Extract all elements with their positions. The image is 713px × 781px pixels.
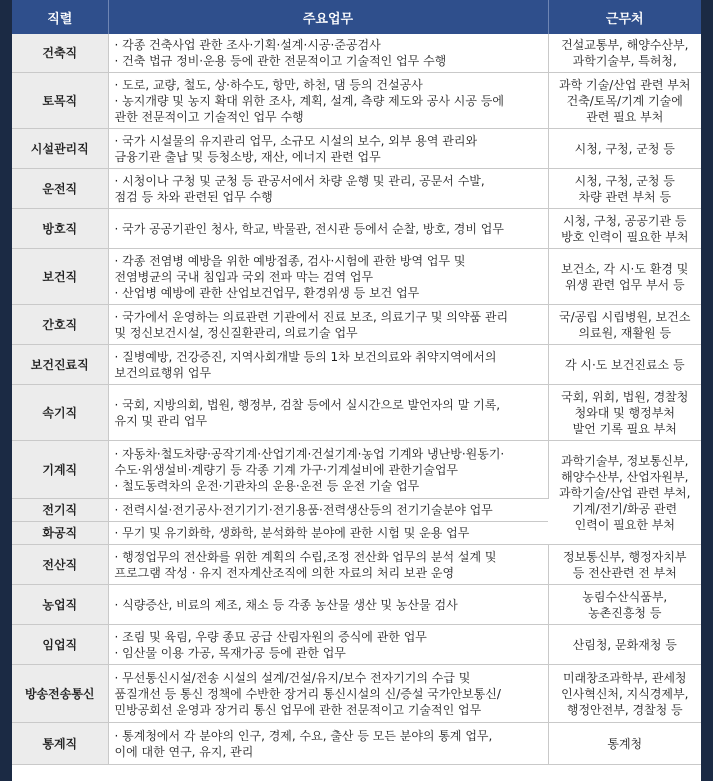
duty-line: · 식량증산, 비료의 제조, 채소 등 각종 농산물 생산 및 농산물 검사 (114, 597, 458, 612)
workplace-line: 각 시·도 보건진료소 등 (564, 357, 685, 372)
workplace-cell (548, 723, 701, 765)
workplace-cell (548, 73, 701, 129)
table-row (12, 723, 701, 765)
job-title: 보건진료직 (12, 345, 108, 385)
workplace-line: 국/공립 시립병원, 보건소 (559, 309, 691, 324)
workplace-line: 산림청, 문화재청 등 (572, 637, 677, 652)
duty-line: 프로그램 작성 · 유지 전자계산조직에 의한 자료의 처리 보관 운영 (114, 565, 455, 580)
table-row (12, 545, 701, 585)
job-title: 화공직 (12, 522, 108, 545)
table-row (12, 129, 701, 169)
workplace-line: 보건소, 각 시·도 환경 및 (561, 261, 689, 276)
civil-service-jobs-table (12, 0, 701, 765)
duties-cell (108, 441, 548, 499)
duties-cell (108, 665, 548, 723)
duties-cell (108, 209, 548, 249)
duty-line: · 행정업무의 전산화를 위한 계획의 수립,조정 전산화 업무의 분석 설계 및 (114, 549, 497, 564)
workplace-cell (548, 625, 701, 665)
duty-line: · 국가에서 운영하는 의료관련 기관에서 진료 보조, 의료기구 및 의약품 관리 (114, 309, 509, 324)
job-title: 방송전송통신 (12, 665, 108, 723)
duty-line: · 철도동력차의 운전·기관차의 운용·운전 등 운전 기술 업무 (114, 478, 420, 493)
duty-line: 관한 전문적이고 기술적인 업무 수행 (114, 109, 304, 124)
table-row (12, 209, 701, 249)
job-title: 운전직 (12, 169, 108, 209)
duties-cell (108, 73, 548, 129)
duties-cell (108, 169, 548, 209)
workplace-line: 인력이 필요한 부처 (574, 517, 675, 532)
duties-cell (108, 723, 548, 765)
job-title: 간호직 (12, 305, 108, 345)
job-title: 전기직 (12, 499, 108, 522)
table-row (12, 345, 701, 385)
duty-line: · 조림 및 육림, 우량 종묘 공급 산림자원의 증식에 관한 업무 (114, 629, 427, 644)
duty-line: · 무선통신시설/전송 시설의 설계/건설/유지/보수 전자기기의 수급 및 (114, 670, 471, 685)
right-edge (701, 0, 713, 781)
job-title: 속기직 (12, 385, 108, 441)
workplace-line: 농촌진흥청 등 (588, 605, 662, 620)
duty-line: · 질병예방, 건강증진, 지역사회개발 등의 1차 보건의료와 취약지역에서의 (114, 349, 497, 364)
header-workplace: 근무처 (548, 0, 701, 34)
duty-line: 보건의료행위 업무 (114, 365, 212, 380)
workplace-line: 청와대 및 행정부처 (574, 405, 675, 420)
duty-line: · 농지개량 및 농지 확대 위한 조사, 계획, 설계, 측량 제도와 공사 시공 등에 (114, 93, 504, 108)
workplace-line: 시청, 구청, 공공기관 등 (563, 213, 687, 228)
workplace-cell (548, 665, 701, 723)
duties-cell (108, 499, 548, 522)
workplace-cell (548, 385, 701, 441)
duty-line: · 임산물 이용 가공, 목재가공 등에 관한 업무 (114, 645, 346, 660)
workplace-cell (548, 169, 701, 209)
workplace-cell (548, 441, 701, 545)
workplace-line: 위생 관련 업무 부서 등 (564, 277, 685, 292)
job-title: 시설관리직 (12, 129, 108, 169)
duty-line: 품질개선 등 통신 정책에 수반한 장거리 통신시설의 신/증설 국가안보통신/ (114, 686, 501, 701)
table-row (12, 625, 701, 665)
duty-line: · 건축 법규 정비·운용 등에 관한 전문적이고 기술적인 업무 수행 (114, 54, 447, 68)
workplace-cell (548, 545, 701, 585)
duty-line: 이에 대한 연구, 유지, 관리 (114, 744, 254, 759)
workplace-cell (548, 345, 701, 385)
workplace-line: 건축/토목/기계 기술에 (566, 93, 683, 108)
workplace-line: 과학기술부, 특허청, (572, 54, 677, 68)
duty-line: 점검 등 차와 관련된 업무 수행 (114, 189, 273, 204)
table-row (12, 665, 701, 723)
workplace-line: 농림수산식품부, (582, 589, 668, 604)
duty-line: · 시청이나 구청 및 군청 등 관공서에서 차량 운행 및 관리, 공문서 수발, (114, 173, 485, 188)
job-title: 농업직 (12, 585, 108, 625)
duty-line: 전염병균의 국내 침입과 국외 전파 막는 검역 업무 (114, 269, 374, 284)
duties-cell (108, 34, 548, 73)
job-title: 전산직 (12, 545, 108, 585)
duties-cell (108, 305, 548, 345)
duties-cell (108, 345, 548, 385)
duty-line: · 자동차·철도차량·공작기계·산업기계·건설기계·농업 기계와 냉난방·원동기· (114, 446, 505, 461)
workplace-line: 시청, 구청, 군청 등 (574, 141, 675, 156)
table-row (12, 73, 701, 129)
workplace-line: 시청, 구청, 군청 등 (574, 173, 675, 188)
job-title: 통계직 (12, 723, 108, 765)
table-row (12, 169, 701, 209)
job-title: 기계직 (12, 441, 108, 499)
workplace-line: 차량 관련 부처 등 (578, 189, 672, 204)
header-duties: 주요업무 (108, 0, 548, 34)
duty-line: · 산업병 예방에 관한 산업보건업무, 환경위생 등 보건 업무 (114, 285, 420, 300)
duties-cell (108, 522, 548, 545)
duty-line: · 도로, 교량, 철도, 상·하수도, 항만, 하천, 댐 등의 건설공사 (114, 77, 423, 92)
workplace-cell (548, 305, 701, 345)
workplace-line: 건설교통부, 해양수산부, (561, 38, 689, 52)
duty-line: 및 정신보건시설, 정신질환관리, 의료기술 업무 (114, 325, 358, 340)
workplace-line: 미래창조과학부, 관세청 (562, 670, 687, 685)
duties-cell (108, 385, 548, 441)
workplace-line: 의료원, 재활원 등 (578, 325, 672, 340)
workplace-line: 과학기술부, 정보통신부, (561, 453, 689, 468)
workplace-line: 방호 인력이 필요한 부처 (561, 229, 689, 244)
workplace-line: 과학기술/산업 관련 부처, (559, 485, 691, 500)
workplace-line: 통계청 (607, 736, 643, 751)
duty-line: · 국가 공공기관인 청사, 학교, 박물관, 전시관 등에서 순찰, 방호, 경비 업무 (114, 221, 504, 236)
table-row (12, 585, 701, 625)
workplace-line: 관련 필요 부처 (586, 109, 664, 124)
duty-line: · 각종 전염병 예방을 위한 예방접종, 검사·시험에 관한 방역 업무 및 (114, 253, 466, 268)
job-title: 토목직 (12, 73, 108, 129)
table-row (12, 34, 701, 73)
job-title: 방호직 (12, 209, 108, 249)
duty-line: · 각종 건축사업 관한 조사·기획·설계·시공·준공검사 (114, 38, 381, 52)
left-edge (0, 0, 12, 781)
workplace-cell (548, 34, 701, 73)
table-row (12, 441, 701, 499)
workplace-cell (548, 249, 701, 305)
table-header (12, 0, 701, 34)
duties-cell (108, 129, 548, 169)
table-row (12, 385, 701, 441)
duties-cell (108, 249, 548, 305)
workplace-line: 등 전산관련 전 부처 (572, 565, 677, 580)
job-title: 임업직 (12, 625, 108, 665)
duties-cell (108, 625, 548, 665)
duty-line: · 전력시설·전기공사·전기기기·전기용품·전력생산등의 전기기술분야 업무 (114, 503, 493, 517)
duty-line: · 무기 및 유기화학, 생화학, 분석화학 분야에 관한 시험 및 운용 업무 (114, 526, 470, 540)
workplace-line: 과학 기술/산업 관련 부처 (559, 77, 691, 92)
duty-line: 민방공회선 운영과 장거리 통신 업무에 관한 전문적이고 기술적인 업무 (114, 702, 482, 717)
duties-cell (108, 545, 548, 585)
workplace-line: 정보통신부, 행정자치부 (562, 549, 687, 564)
table-row (12, 249, 701, 305)
duty-line: · 국가 시설물의 유지관리 업무, 소규모 시설의 보수, 외부 용역 관리와 (114, 133, 478, 148)
duty-line: 수도·위생설비·계량기 등 각종 기계 가구·기계설비에 관한기술업무 (114, 462, 459, 477)
job-title: 보건직 (12, 249, 108, 305)
workplace-line: 해양수산부, 산업자원부, (561, 469, 689, 484)
workplace-cell (548, 209, 701, 249)
duty-line: · 통계청에서 각 분야의 인구, 경제, 수요, 출산 등 모든 분야의 통계 업무, (114, 728, 493, 743)
duty-line: 유지 및 관리 업무 (114, 413, 208, 428)
workplace-line: 인사혁신처, 지식경제부, (561, 686, 689, 701)
duty-line: 금융기관 출납 및 등청소방, 재산, 에너지 관련 업무 (114, 149, 381, 164)
header-job: 직렬 (12, 0, 108, 34)
workplace-line: 국회, 위회, 법원, 경찰청 (561, 389, 689, 404)
duties-cell (108, 585, 548, 625)
workplace-cell (548, 129, 701, 169)
duty-line: · 국회, 지방의회, 법원, 행정부, 검찰 등에서 실시간으로 발언자의 말 기록, (114, 397, 501, 412)
workplace-line: 발언 기록 필요 부처 (572, 421, 677, 436)
workplace-line: 행정안전부, 경찰청 등 (566, 702, 683, 717)
workplace-line: 기계/전기/화공 관련 (572, 501, 678, 516)
table-row (12, 305, 701, 345)
workplace-cell (548, 585, 701, 625)
job-title: 건축직 (12, 34, 108, 73)
